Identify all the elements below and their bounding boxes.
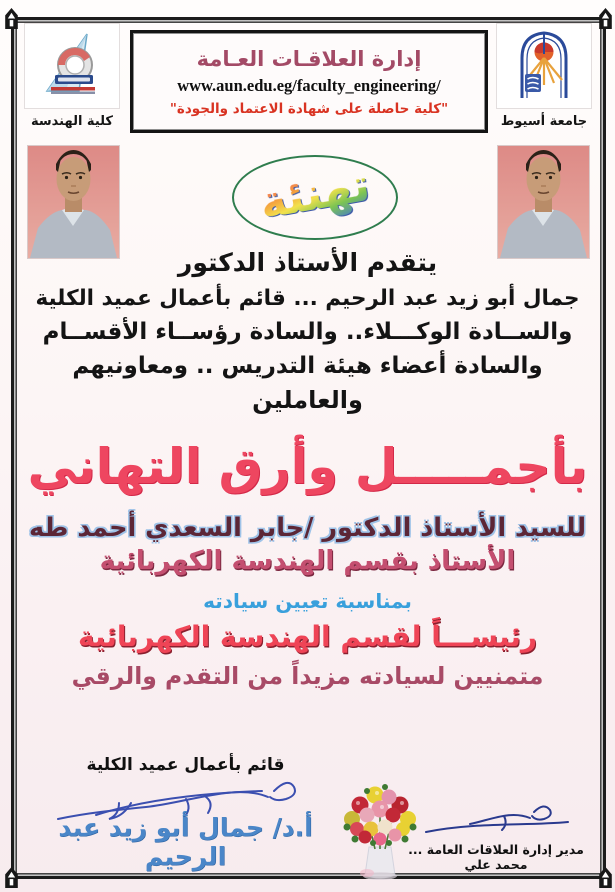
frame-corner-ornament-icon — [4, 867, 19, 888]
wish-line: متمنيين لسيادته مزيداً من التقدم والرقي — [71, 662, 544, 690]
greeting-headline: بأجمـــــل وأرق التهاني — [27, 438, 588, 495]
pr-manager-line: مدير إدارة العلاقات العامة ... محمد علي — [408, 842, 584, 872]
dean-signature-block — [28, 755, 343, 871]
faculty-of-engineering-logo-icon — [25, 24, 119, 108]
workers-line: والعاملين — [252, 386, 363, 414]
portrait-photo — [498, 146, 589, 258]
accreditation-note: "كلية حاصلة على شهادة الاعتماد والجودة" — [169, 100, 449, 117]
faculty-logo-block — [20, 24, 124, 129]
university-logo-block — [492, 24, 596, 129]
department-title: إدارة العلاقـات العـامة — [196, 46, 422, 71]
intro-line: يتقدم الأستاذ الدكتور — [177, 248, 438, 277]
frame-corner-ornament-icon — [4, 8, 19, 29]
vice-deans-line: والســادة الوكـــلاء.. والسادة رؤســاء الأقســام — [42, 319, 573, 345]
header-box — [130, 30, 488, 133]
frame-corner-ornament-icon — [598, 867, 613, 888]
pr-signature-block — [396, 798, 596, 872]
recipient-name-line: للسيد الأستاذ الدكتور /جابر السعدي أحمد طه — [28, 513, 587, 543]
staff-line: والسادة أعضاء هيئة التدريس .. ومعاونيهم — [72, 353, 543, 379]
pr-signature — [406, 798, 586, 844]
dean-name-line: أ.د/ جمال أبو زيد عبد الرحيم — [58, 813, 313, 871]
frame-corner-ornament-icon — [598, 8, 613, 29]
assiut-university-logo-icon — [497, 24, 591, 108]
congrats-badge — [232, 155, 398, 240]
faculty-logo-caption: كلية الهندسة — [31, 114, 113, 129]
letter-body — [26, 248, 589, 690]
congrats-word: تهنئة — [256, 162, 374, 233]
university-logo-caption: جامعة أسيوط — [500, 114, 588, 129]
recipient-title-line: الأستاذ بقسم الهندسة الكهربائية — [99, 546, 516, 576]
occasion-line: بمناسبة تعيين سيادته — [203, 589, 412, 613]
dean-line: جمال أبو زيد عبد الرحيم ... قائم بأعمال عميد الكلية — [35, 286, 580, 311]
portrait-photo — [28, 146, 119, 258]
dean-role-label: قائم بأعمال عميد الكلية — [86, 755, 285, 775]
faculty-url: www.aun.edu.eg/faculty_engineering/ — [177, 75, 441, 95]
position-line: رئيســـاً لقسم الهندسة الكهربائية — [77, 620, 538, 653]
